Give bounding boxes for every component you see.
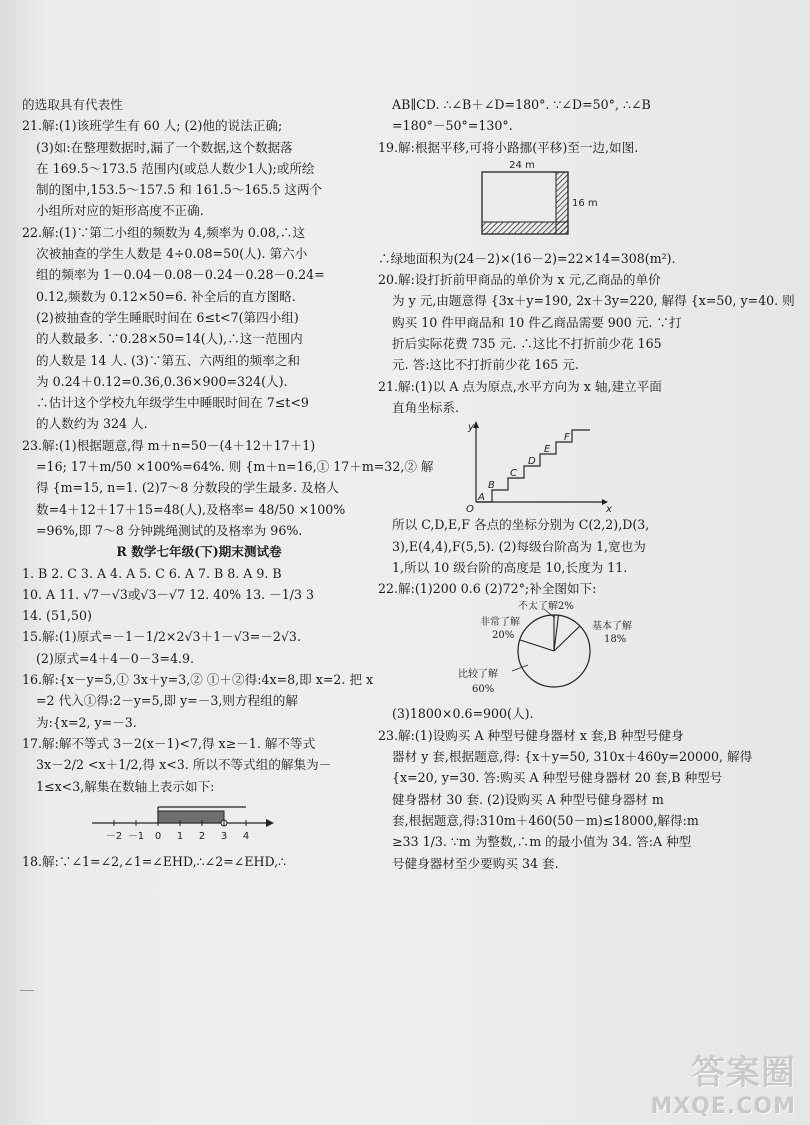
pie-label: 60% bbox=[472, 684, 495, 696]
text-line: 组的频率为 1－0.04－0.08－0.24－0.28－0.24= bbox=[36, 267, 325, 283]
section-heading: R 数学七年级(下)期末测试卷 bbox=[116, 544, 282, 560]
text-line: 套,根据题意,得:310m＋460(50－m)≤18000,解得:m bbox=[392, 812, 699, 828]
text-line: 制的图中,153.5～157.5 和 161.5～165.5 这两个 bbox=[36, 182, 323, 198]
text-line: 的人数约为 324 人. bbox=[36, 416, 148, 432]
text-line: 次被抽查的学生人数是 4÷0.08=50(人). 第六小 bbox=[36, 246, 308, 262]
text-line: 3x－2/2 <x＋1/2,得 x<3. 所以不等式组的解集为－ bbox=[36, 757, 332, 773]
q23-line: 23.解:(1)设购买 A 种型号健身器材 x 套,B 种型号健身 bbox=[378, 727, 684, 743]
text-line: 健身器材 30 套. (2)设购买 A 种型号健身器材 m bbox=[392, 791, 664, 807]
width-label: 24 m bbox=[509, 159, 535, 171]
point-label: E bbox=[544, 444, 551, 456]
point-label: B bbox=[488, 480, 495, 492]
pie-label: 不太了解2% bbox=[518, 601, 574, 613]
text-line: (2)原式=4＋4－0－3=4.9. bbox=[36, 650, 194, 666]
text-line: 得 {m=15, n=1. (2)7～8 分数段的学生最多. 及格人 bbox=[36, 480, 339, 496]
y-axis-label: y bbox=[468, 422, 474, 434]
text-line: 为:{x=2, y=－3. bbox=[36, 714, 137, 730]
garden-svg bbox=[378, 160, 790, 246]
pie-label: 基本了解 bbox=[592, 621, 632, 633]
choice-answers: 1. B 2. C 3. A 4. A 5. C 6. A 7. B 8. A 9. B bbox=[22, 565, 282, 581]
pie-label: 比较了解 bbox=[458, 669, 498, 681]
x-axis-label: x bbox=[606, 504, 612, 513]
point-label: C bbox=[510, 468, 517, 480]
text-line: 0.12,频数为 0.12×50=6. 补全后的直方图略. bbox=[36, 288, 296, 304]
pie-label: 非常了解 bbox=[480, 617, 520, 629]
text-line: 器材 y 套,根据题意,得: {x＋y=50, 310x＋460y=20000, 解得 bbox=[392, 749, 753, 765]
q19-answer: ∴绿地面积为(24－2)×(16－2)=22×14=308(m²). bbox=[378, 250, 676, 266]
q16-line: 16.解:{x－y=5,① 3x＋y=3,② ①＋②得:4x=8,即 x=2. 把 x bbox=[22, 672, 374, 688]
text-line: 的人数是 14 人. (3)∵第五、六两组的频率之和 bbox=[36, 352, 300, 368]
number-line-figure bbox=[22, 799, 376, 849]
text-line: =16; 17＋m/50 ×100%=64%. 则 {m＋n=16,① 17＋m=32,② 解 bbox=[36, 459, 434, 475]
staircase-figure bbox=[378, 420, 790, 512]
pie-slice-edge bbox=[554, 626, 580, 651]
text-line: AB∥CD. ∴∠B＋∠D=180°. ∵∠D=50°, ∴∠B bbox=[392, 97, 651, 112]
text-line: ≥33 1/3. ∵m 为整数,∴m 的最小值为 34. 答:A 种型 bbox=[392, 834, 692, 850]
q22-line: 22.解:(1)200 0.6 (2)72°;补全图如下: bbox=[378, 581, 597, 597]
tick-label: 2 bbox=[198, 830, 206, 842]
text-line: 为 y 元,由题意得 {3x＋y=190, 2x＋3y=220, 解得 {x=50, y=40. 则 bbox=[392, 293, 795, 309]
margin-mark bbox=[20, 990, 34, 991]
text-line: (3)1800×0.6=900(人). bbox=[392, 706, 534, 722]
q20-line: 20.解:设打折前甲商品的单价为 x 元,乙商品的单价 bbox=[378, 272, 661, 288]
text-line: 数=4＋12＋17＋15=48(人),及格率= 48/50 ×100% bbox=[36, 501, 346, 517]
q19-line: 19.解:根据平移,可将小路挪(平移)至一边,如图. bbox=[378, 139, 639, 155]
watermark-logo-text: 答案圈 bbox=[691, 1053, 796, 1093]
q15-line: 15.解:(1)原式=－1－1/2×2√3＋1－√3=－2√3. bbox=[22, 629, 301, 645]
q21-line: 21.解:(1)以 A 点为原点,水平方向为 x 轴,建立平面 bbox=[378, 378, 662, 394]
q21-line: 21.解:(1)该班学生有 60 人; (2)他的说法正确; bbox=[22, 118, 283, 134]
pie-slice-edge bbox=[554, 616, 559, 652]
text-line: 的人数最多. ∵0.28×50=14(人),∴这一范围内 bbox=[36, 331, 303, 347]
right-column bbox=[378, 94, 795, 874]
text-line: 元. 答:这比不打折前少花 165 元. bbox=[392, 357, 579, 373]
text-line: 3),E(4,4),F(5,5). (2)每级台阶高为 1,宽也为 bbox=[392, 538, 646, 554]
staircase-svg bbox=[378, 420, 790, 512]
point-label: A bbox=[478, 492, 485, 504]
fill-answer-14: 14. (51,50) bbox=[22, 608, 92, 624]
pie-figure bbox=[378, 601, 790, 701]
text-line: 小组所对应的矩形高度不正确. bbox=[36, 203, 204, 219]
fill-answers: 10. A 11. √7－√3或√3－√7 12. 40% 13. －1/3 3 bbox=[22, 586, 315, 602]
pie-label: 18% bbox=[604, 634, 627, 646]
tick-label: －1 bbox=[127, 830, 145, 842]
point-label: D bbox=[528, 456, 536, 468]
text-line: {x=20, y=30. 答:购买 A 种型号健身器材 20 套,B 种型号 bbox=[392, 770, 723, 786]
text-line: =96%,即 7～8 分钟跳绳测试的及格率为 96%. bbox=[36, 522, 303, 538]
q23-line: 23.解:(1)根据题意,得 m＋n=50－(4＋12＋17＋1) bbox=[22, 437, 316, 453]
tick-label: 3 bbox=[220, 830, 228, 842]
text-line: (2)被抽查的学生睡眠时间在 6≤t<7(第四小组) bbox=[36, 309, 299, 325]
text-line: 为 0.24＋0.12=0.36,0.36×900=324(人). bbox=[36, 373, 288, 389]
text-line: ∴估计这个学校九年级学生中睡眠时间在 7≤t<9 bbox=[36, 395, 309, 411]
number-line-svg bbox=[22, 799, 376, 849]
text-line: =2 代入①得:2－y=5,即 y=－3,则方程组的解 bbox=[36, 693, 298, 709]
q17-line: 17.解:解不等式 3－2(x－1)<7,得 x≥－1. 解不等式 bbox=[22, 735, 316, 751]
tick-label: 0 bbox=[154, 830, 162, 842]
text-line: 购买 10 件甲商品和 10 件乙商品需要 900 元. ∵打 bbox=[392, 314, 682, 330]
watermark-url: MXQE.COM bbox=[650, 1094, 796, 1119]
text-line: 直角坐标系. bbox=[392, 399, 459, 415]
text-line: (3)如:在整理数据时,漏了一个数据,这个数据落 bbox=[36, 139, 293, 155]
text-line: 在 169.5～173.5 范围内(或总人数少1人);或所绘 bbox=[36, 160, 315, 176]
height-label: 16 m bbox=[572, 197, 598, 209]
origin-label: O bbox=[466, 504, 474, 513]
site-watermark bbox=[650, 1045, 796, 1119]
text-line: 所以 C,D,E,F 各点的坐标分别为 C(2,2),D(3, bbox=[392, 517, 650, 533]
pie-label: 20% bbox=[492, 630, 515, 642]
tick-label: 1 bbox=[176, 830, 184, 842]
text-line: 折后实际花费 735 元. ∴这比不打折前少花 165 bbox=[392, 336, 662, 352]
garden-figure bbox=[378, 160, 790, 246]
text-line: 号健身器材至少要购买 34 套. bbox=[392, 855, 559, 871]
q18-line: 18.解:∵∠1=∠2,∠1=∠EHD,∴∠2=∠EHD,∴ bbox=[22, 853, 287, 869]
pie-chart-svg bbox=[378, 601, 790, 701]
point-label: F bbox=[564, 432, 570, 444]
text-line: =180°－50°=130°. bbox=[392, 118, 513, 134]
tick-label: 4 bbox=[242, 830, 250, 842]
text-line: 1,所以 10 级台阶的高度是 10,长度为 11. bbox=[392, 559, 628, 575]
text-line: 的选取具有代表性 bbox=[22, 97, 123, 112]
q22-line: 22.解:(1)∵第二小组的频数为 4,频率为 0.08,∴这 bbox=[22, 224, 306, 240]
tick-label: －2 bbox=[105, 830, 123, 842]
pie-slice-edge bbox=[520, 640, 554, 651]
text-line: 1≤x<3,解集在数轴上表示如下: bbox=[36, 778, 215, 794]
